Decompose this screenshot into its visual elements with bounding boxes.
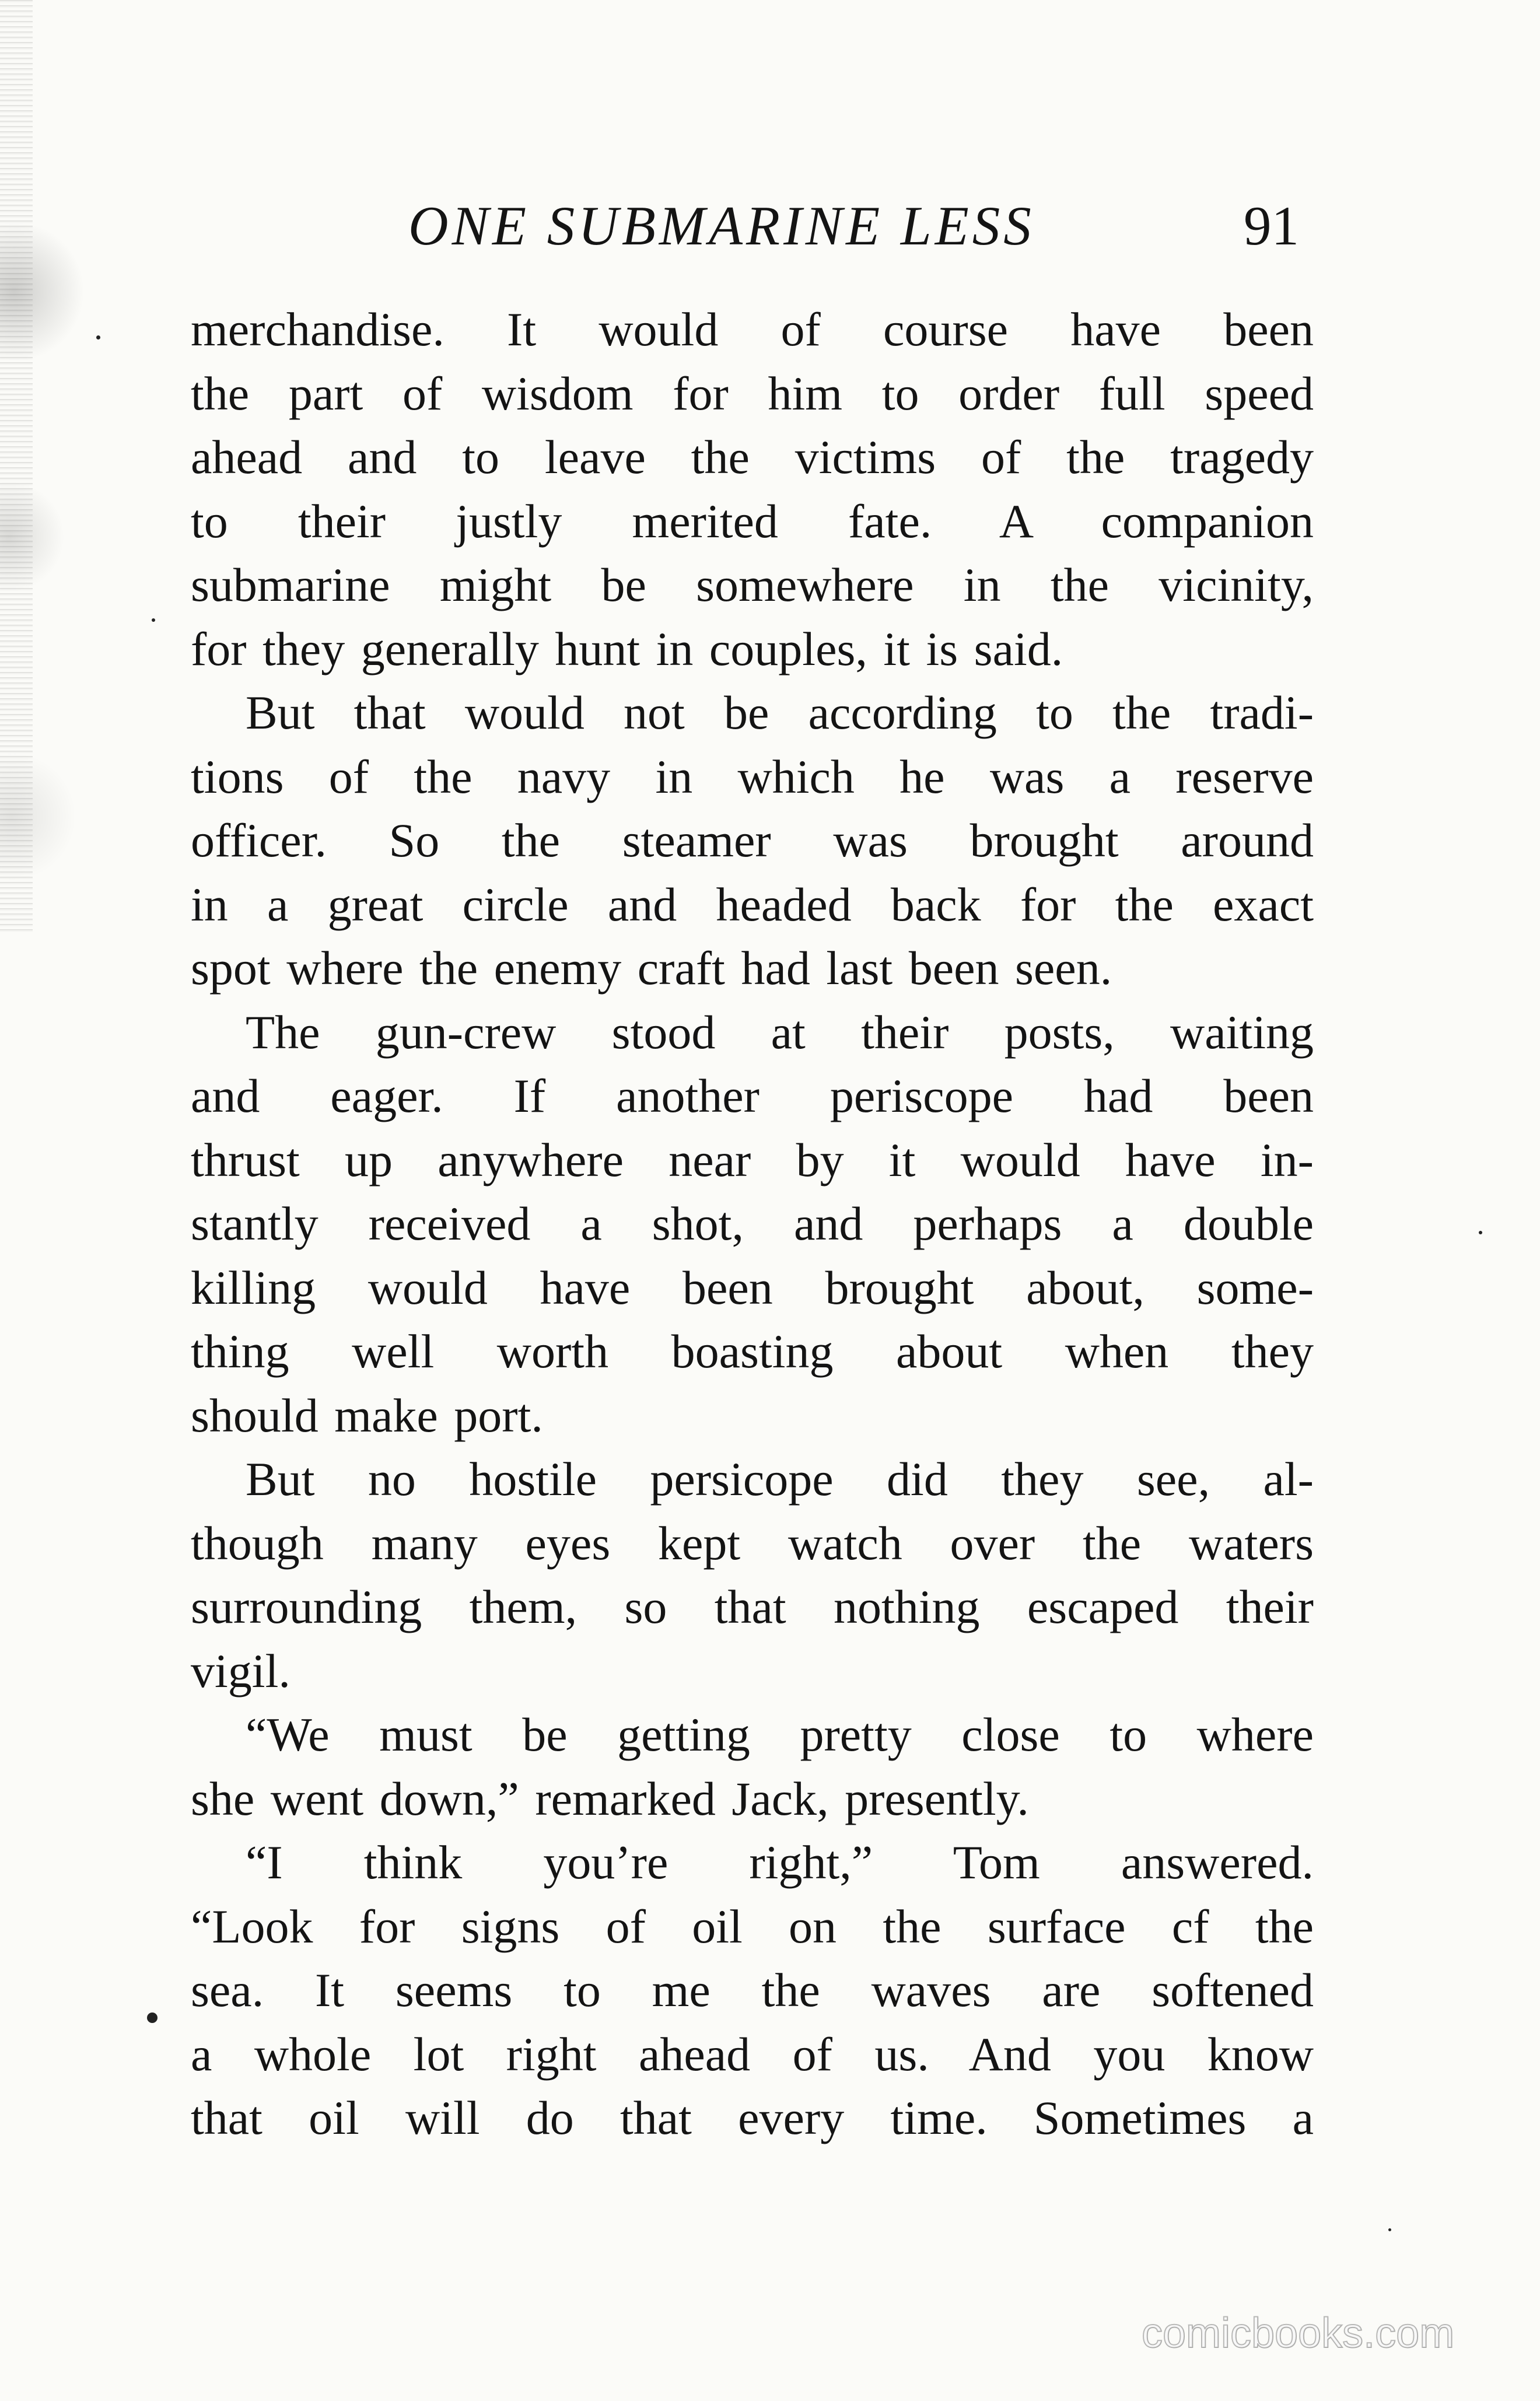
text-line: But that would not be according to the tradi- <box>246 686 1314 739</box>
text-line: vigil. <box>191 1644 290 1698</box>
text-line: she went down,” remarked Jack, presently. <box>191 1772 1029 1825</box>
text-line: in a great circle and headed back for the exact <box>191 877 1314 931</box>
text-line: stantly received a shot, and perhaps a double <box>191 1197 1314 1250</box>
text-line: to their justly merited fate. A companion <box>191 494 1314 548</box>
text-line: ahead and to leave the victims of the tragedy <box>191 430 1314 484</box>
scan-speck <box>1479 1231 1482 1234</box>
scan-speck <box>1388 2228 1391 2231</box>
text-line: the part of wisdom for him to order full speed <box>191 366 1314 420</box>
text-line: thrust up anywhere near by it would have in- <box>191 1133 1314 1186</box>
body-text <box>191 298 1314 2150</box>
text-line: and eager. If another periscope had been <box>191 1069 1314 1122</box>
text-line: submarine might be somewhere in the vicinity, <box>191 558 1314 611</box>
scan-speck <box>147 2013 158 2023</box>
text-line: spot where the enemy craft had last been seen. <box>191 942 1112 995</box>
text-line: officer. So the steamer was brought around <box>191 814 1314 867</box>
text-line: tions of the navy in which he was a reserve <box>191 750 1314 803</box>
text-line: “I think you’re right,” Tom answered. <box>246 1836 1314 1889</box>
scan-speck <box>152 618 155 622</box>
text-line: though many eyes kept watch over the waters <box>191 1516 1314 1570</box>
text-line: The gun-crew stood at their posts, waiting <box>246 1005 1314 1059</box>
text-line: “We must be getting pretty close to where <box>246 1708 1314 1761</box>
text-line: killing would have been brought about, some- <box>191 1261 1314 1314</box>
text-line: sea. It seems to me the waves are softened <box>191 1964 1314 2017</box>
text-line: surrounding them, so that nothing escaped their <box>191 1580 1314 1633</box>
text-line: “Look for signs of oil on the surface cf the <box>191 1899 1314 1953</box>
text-line: But no hostile persicope did they see, al- <box>246 1452 1314 1506</box>
page-number: 91 <box>1244 195 1299 257</box>
text-line: merchandise. It would of course have been <box>191 303 1314 356</box>
scan-speck <box>96 335 100 340</box>
text-line: that oil will do that every time. Sometimes a <box>191 2091 1314 2144</box>
watermark-logo: comicbooks.com <box>1142 2310 1455 2357</box>
text-line: for they generally hunt in couples, it is said. <box>191 622 1063 676</box>
text-line: thing well worth boasting about when they <box>191 1325 1314 1378</box>
text-line: a whole lot right ahead of us. And you know <box>191 2027 1314 2081</box>
text-line: should make port. <box>191 1388 543 1442</box>
running-title: ONE SUBMARINE LESS <box>408 195 1035 257</box>
scan-edge-shadow <box>0 0 33 933</box>
